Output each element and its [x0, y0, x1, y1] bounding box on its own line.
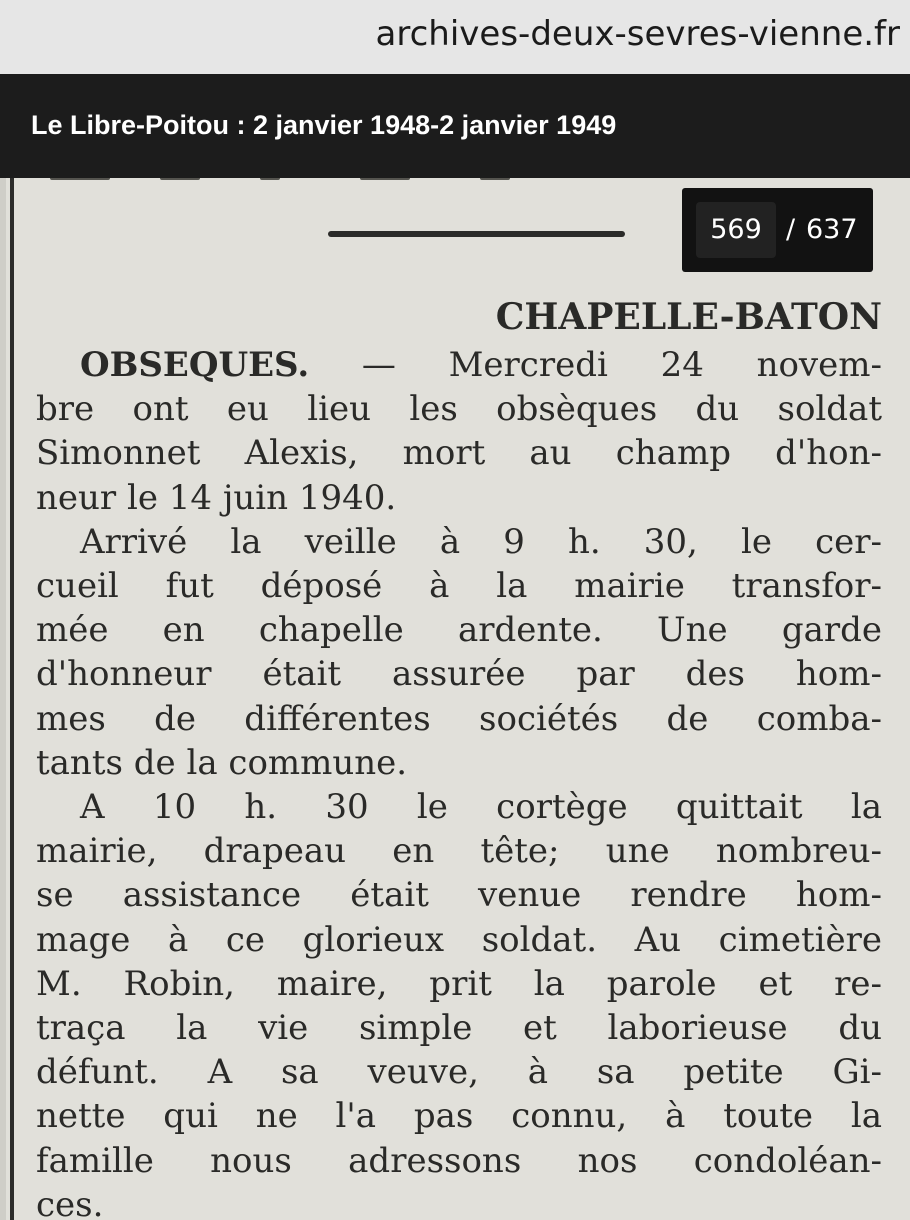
page-edge: [0, 178, 6, 1220]
article-line: défunt. A sa veuve, à sa petite Gi-: [36, 1052, 882, 1093]
article-line: traça la vie simple et laborieuse du: [36, 1008, 882, 1048]
document-title-bar: [0, 74, 910, 178]
article-keyword: OBSEQUES.: [80, 345, 310, 385]
article-line: A 10 h. 30 le cortège quittait la: [80, 787, 882, 827]
article-line: mage à ce glorieux soldat. Au cimetière: [36, 919, 882, 960]
article-line: mée en chapelle ardente. Une garde: [36, 610, 882, 651]
article-line: mes de différentes sociétés de comba-: [36, 698, 882, 739]
current-page-input[interactable]: 569: [696, 202, 776, 258]
article-separator-rule: [328, 231, 625, 237]
article-line: famille nous adressons nos condoléan-: [36, 1140, 882, 1181]
article-line: cueil fut déposé à la mairie transfor-: [36, 566, 882, 606]
column-rule: [10, 178, 14, 1220]
article-line: Simonnet Alexis, mort au champ d'hon-: [36, 433, 882, 474]
article-line: OBSEQUES. — Mercredi 24 novem-: [80, 345, 882, 385]
page-counter: [682, 188, 873, 272]
document-title: Le Libre-Poitou : 2 janvier 1948-2 janvier 1949: [31, 110, 617, 140]
article-line: d'honneur était assurée par des hom-: [36, 654, 882, 695]
cut-off-text-fragments: [30, 178, 630, 184]
article-heading: CHAPELLE-BATON: [495, 296, 882, 338]
article-line: nette qui ne l'a pas connu, à toute la: [36, 1096, 882, 1137]
article-line: mairie, drapeau en tête; une nombreu-: [36, 831, 882, 872]
article-line: se assistance était venue rendre hom-: [36, 875, 882, 916]
page-separator: /: [786, 214, 796, 245]
article-line: tants de la commune.: [36, 742, 408, 783]
article-line: M. Robin, maire, prit la parole et re-: [36, 963, 882, 1004]
article-line: neur le 14 juin 1940.: [36, 477, 397, 518]
newspaper-scan-viewer[interactable]: [0, 178, 910, 1220]
article-line: Arrivé la veille à 9 h. 30, le cer-: [80, 521, 882, 562]
article-line: ces.: [36, 1184, 104, 1220]
browser-url-bar[interactable]: [0, 0, 910, 74]
url-text[interactable]: archives-deux-sevres-vienne.fr: [375, 14, 900, 54]
article-line: bre ont eu lieu les obsèques du soldat: [36, 389, 882, 430]
total-pages: 637: [806, 214, 858, 245]
